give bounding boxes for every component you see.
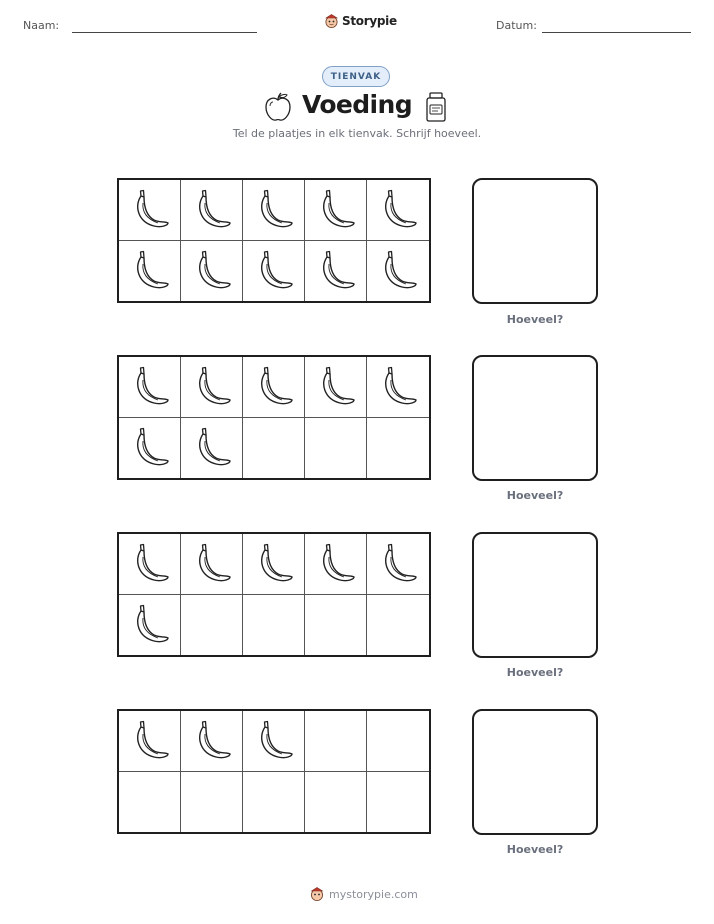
answer-label-1: Hoeveel? xyxy=(506,313,564,326)
ten-frame-cell xyxy=(243,357,305,418)
ten-frame-cell xyxy=(305,241,367,302)
banana-icon xyxy=(314,540,358,588)
ten-frame-cell xyxy=(181,357,243,418)
banana-icon xyxy=(314,186,358,234)
ten-frame-cell xyxy=(367,357,429,418)
banana-icon xyxy=(128,424,172,472)
banana-icon xyxy=(376,186,420,234)
banana-icon xyxy=(252,186,296,234)
ten-frame-cell xyxy=(119,357,181,418)
answer-label-3: Hoeveel? xyxy=(506,666,564,679)
ten-frame-cell xyxy=(181,241,243,302)
storypie-logo xyxy=(324,13,397,29)
jar-icon xyxy=(424,91,448,123)
ten-frame-3 xyxy=(117,532,431,657)
banana-icon xyxy=(376,363,420,411)
date-line[interactable] xyxy=(542,32,691,33)
ten-frame-cell xyxy=(305,357,367,418)
banana-icon xyxy=(190,424,234,472)
ten-frame-cell xyxy=(367,711,429,772)
storypie-mascot-icon xyxy=(324,13,339,29)
banana-icon xyxy=(252,540,296,588)
banana-icon xyxy=(314,247,358,295)
ten-frame-cell xyxy=(181,180,243,241)
answer-box-4[interactable] xyxy=(472,709,598,835)
banana-icon xyxy=(190,363,234,411)
ten-frame-cell xyxy=(119,595,181,656)
banana-icon xyxy=(128,247,172,295)
brand-name: Storypie xyxy=(342,14,397,28)
banana-icon xyxy=(128,717,172,765)
ten-frame-cell xyxy=(119,711,181,772)
banana-icon xyxy=(128,186,172,234)
ten-frame-cell xyxy=(305,772,367,833)
banana-icon xyxy=(252,363,296,411)
name-line[interactable] xyxy=(72,32,257,33)
ten-frame-cell xyxy=(243,772,305,833)
ten-frame-cell xyxy=(305,711,367,772)
banana-icon xyxy=(190,247,234,295)
answer-box-3[interactable] xyxy=(472,532,598,658)
ten-frame-cell xyxy=(367,418,429,479)
worksheet-type-badge: TIENVAK xyxy=(322,66,390,87)
ten-frame-cell xyxy=(367,595,429,656)
ten-frame-cell xyxy=(243,180,305,241)
banana-icon xyxy=(376,247,420,295)
banana-icon xyxy=(190,540,234,588)
ten-frame-cell xyxy=(305,180,367,241)
date-label: Datum: xyxy=(496,19,537,32)
banana-icon xyxy=(190,717,234,765)
ten-frame-cell xyxy=(181,595,243,656)
ten-frame-cell xyxy=(243,711,305,772)
answer-box-2[interactable] xyxy=(472,355,598,481)
ten-frame-cell xyxy=(367,241,429,302)
ten-frame-cell xyxy=(181,534,243,595)
banana-icon xyxy=(128,601,172,649)
ten-frame-cell xyxy=(119,534,181,595)
ten-frame-cell xyxy=(305,418,367,479)
ten-frame-cell xyxy=(243,595,305,656)
ten-frame-cell xyxy=(181,772,243,833)
name-label: Naam: xyxy=(23,19,60,32)
answer-label-4: Hoeveel? xyxy=(506,843,564,856)
page-title: Voeding xyxy=(301,90,413,119)
footer xyxy=(309,886,418,902)
ten-frame-cell xyxy=(367,180,429,241)
ten-frame-cell xyxy=(119,418,181,479)
ten-frame-1 xyxy=(117,178,431,303)
ten-frame-cell xyxy=(367,534,429,595)
answer-box-1[interactable] xyxy=(472,178,598,304)
banana-icon xyxy=(128,540,172,588)
ten-frame-cell xyxy=(119,772,181,833)
banana-icon xyxy=(376,540,420,588)
banana-icon xyxy=(190,186,234,234)
ten-frame-cell xyxy=(243,534,305,595)
ten-frame-cell xyxy=(181,711,243,772)
ten-frame-2 xyxy=(117,355,431,480)
ten-frame-4 xyxy=(117,709,431,834)
instructions: Tel de plaatjes in elk tienvak. Schrijf hoeveel. xyxy=(232,127,482,140)
banana-icon xyxy=(128,363,172,411)
ten-frame-cell xyxy=(243,418,305,479)
ten-frame-cell xyxy=(305,534,367,595)
answer-label-2: Hoeveel? xyxy=(506,489,564,502)
ten-frame-cell xyxy=(181,418,243,479)
banana-icon xyxy=(314,363,358,411)
storypie-mascot-icon xyxy=(309,886,325,902)
footer-url: mystorypie.com xyxy=(329,887,418,901)
ten-frame-cell xyxy=(243,241,305,302)
banana-icon xyxy=(252,717,296,765)
ten-frame-cell xyxy=(119,241,181,302)
banana-icon xyxy=(252,247,296,295)
ten-frame-cell xyxy=(305,595,367,656)
ten-frame-cell xyxy=(119,180,181,241)
ten-frame-cell xyxy=(367,772,429,833)
